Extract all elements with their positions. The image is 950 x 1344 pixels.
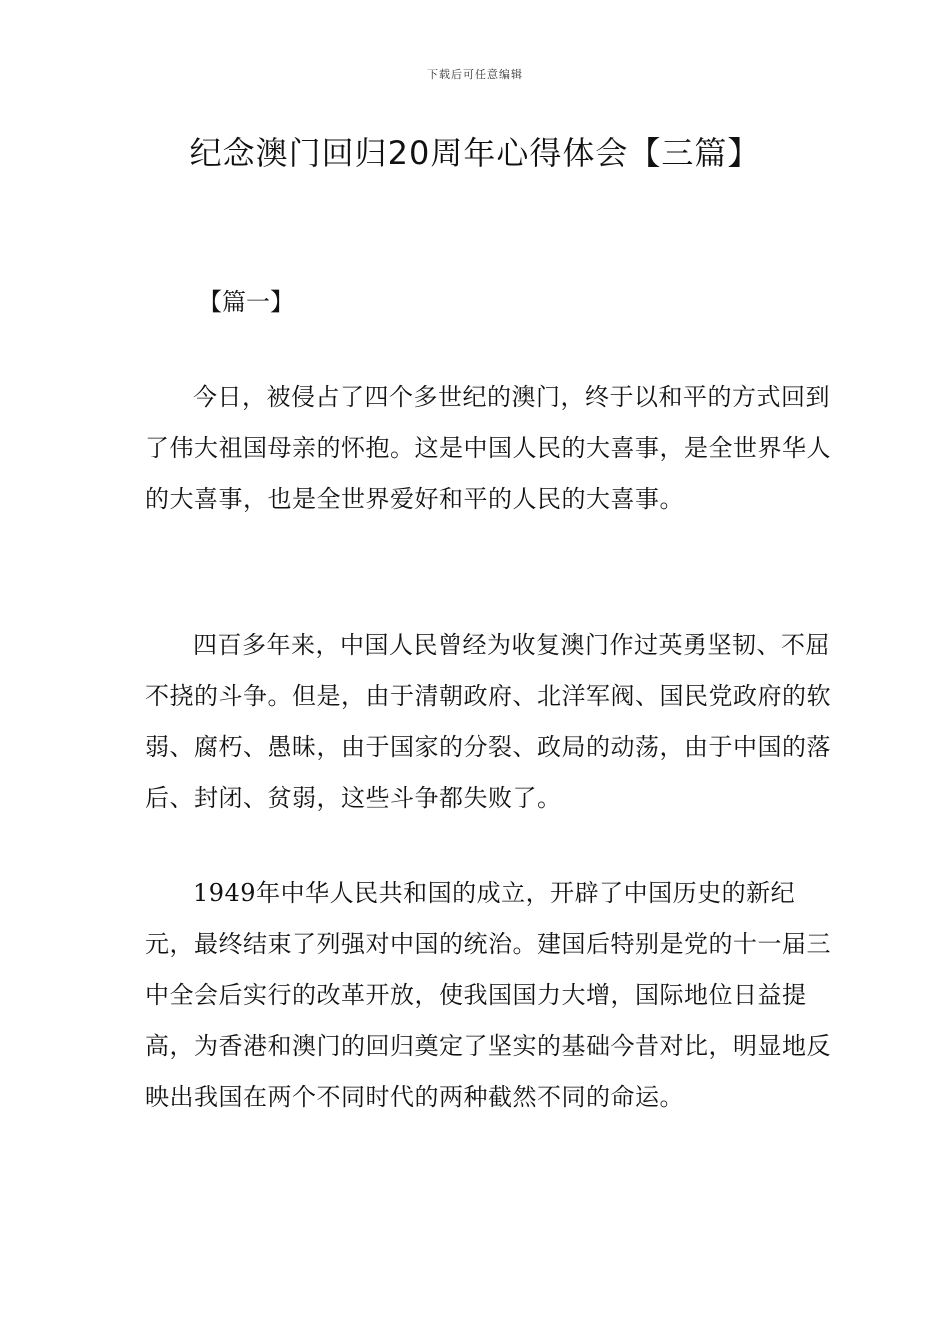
document-title: 纪念澳门回归20周年心得体会【三篇】 <box>189 134 761 172</box>
header-note: 下载后可任意编辑 <box>427 68 523 81</box>
section-label: 【篇一】 <box>198 288 294 316</box>
paragraph-1: 今日，被侵占了四个多世纪的澳门，终于以和平的方式回到了伟大祖国母亲的怀抱。这是中国人民的大喜事，是全世界华人的大喜事，也是全世界爱好和平的人民的大喜事。 <box>145 383 831 513</box>
paragraph-3: 1949年中华人民共和国的成立，开辟了中国历史的新纪元，最终结束了列强对中国的统治。建国后特别是党的十一届三中全会后实行的改革开放，使我国国力大增，国际地位日益提高，为香港和澳门的回归奠定了坚实的基础今昔对比，明显地反映出我国在两个不同时代的两种截然不同的命运。 <box>145 879 831 1111</box>
paragraph-2: 四百多年来，中国人民曾经为收复澳门作过英勇坚韧、不屈不挠的斗争。但是，由于清朝政府、北洋军阀、国民党政府的软弱、腐朽、愚昧，由于国家的分裂、政局的动荡，由于中国的落后、封闭、贫弱，这些斗争都失败了。 <box>145 631 831 812</box>
